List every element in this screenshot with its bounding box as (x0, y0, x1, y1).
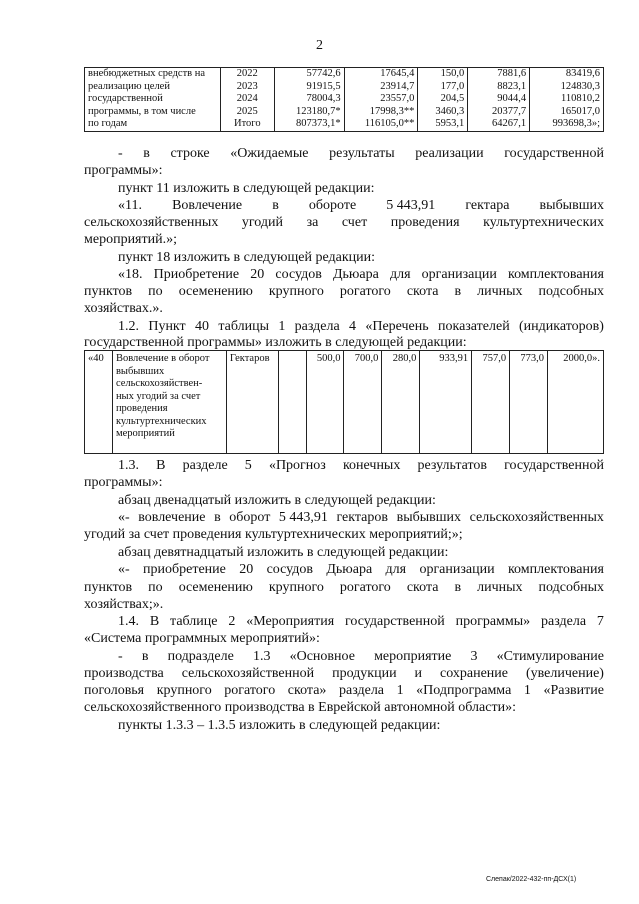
indicator-value: 280,0 (382, 351, 420, 454)
paragraph-item-11-line2: сельскохозяйственных угодий за счет проведения культуртехнических (84, 215, 604, 230)
paragraph-subsection-1-3: - в подразделе 1.3 «Основное мероприятие 3 «Стимулирование (118, 649, 604, 664)
paragraph-section-1-2-line2: государственной программы» изложить в следующей редакции: (84, 335, 467, 350)
paragraph-abzac-19-intro: абзац девятнадцатый изложить в следующей редакции: (118, 545, 449, 560)
paragraph-item-18-line3: хозяйствах.». (84, 301, 163, 316)
paragraph-items-1-3-3-1-3-5: пункты 1.3.3 – 1.3.5 изложить в следующей редакции: (118, 718, 441, 733)
paragraph-section-1-4-line2: «Система программных мероприятий»: (84, 631, 320, 646)
amount-column-2: 17645,4 23914,7 23557,0 17998,3** 116105,0** (344, 68, 418, 132)
paragraph-subsection-1-3-line2: производства сельскохозяйственной продукции и сохранение (увеличение) (84, 666, 604, 681)
indicator-description: Вовлечение в оборот выбывших сельскохозяйствен- ных угодий за счет проведения культуртехнических мероприятий (112, 351, 226, 454)
paragraph-abzac-12: «- вовлечение в оборот 5 443,91 гектаров выбывших сельскохозяйственных (118, 510, 604, 525)
paragraph-abzac-12-line2: угодий за счет проведения культуртехнических мероприятий;»; (84, 527, 463, 542)
paragraph-section-1-2: 1.2. Пункт 40 таблицы 1 раздела 4 «Перечень показателей (индикаторов) (118, 319, 604, 334)
paragraph-item-11-line3: мероприятий.»; (84, 232, 177, 247)
funding-table (84, 67, 604, 132)
paragraph-subsection-1-3-line4: сельскохозяйственного производства в Еврейской автономной области»: (84, 700, 516, 715)
paragraph-section-1-3-line2: программы»: (84, 475, 163, 490)
paragraph-item-11-intro: пункт 11 изложить в следующей редакции: (118, 181, 375, 196)
indicator-value: 773,0 (510, 351, 548, 454)
page-number: 2 (316, 38, 323, 53)
indicator-value: 500,0 (306, 351, 344, 454)
indicator-value: 757,0 (472, 351, 510, 454)
indicator-empty-cell (278, 351, 306, 454)
paragraph-section-1-4: 1.4. В таблице 2 «Мероприятия государственной программы» раздела 7 (118, 614, 604, 629)
paragraph-abzac-12-intro: абзац двенадцатый изложить в следующей редакции: (118, 493, 436, 508)
paragraph-subsection-1-3-line3: поголовья крупного рогатого скота» раздела 1 «Подпрограмма 1 «Развитие (84, 683, 604, 698)
paragraph-abzac-19-line3: хозяйствах;». (84, 597, 164, 612)
funding-label-cell: внебюджетных средств на реализацию целей государственной программы, в том числе по годам (85, 68, 221, 132)
indicator-table (84, 350, 604, 454)
paragraph-expected-results-cont: программы»: (84, 163, 163, 178)
paragraph-abzac-19-line2: пунктов по осеменению крупного рогатого скота в личных подсобных (84, 580, 604, 595)
year-column: 2022 2023 2024 2025 Итого (220, 68, 274, 132)
amount-column-total: 83419,6 124830,3 110810,2 165017,0 993698,3»; (530, 68, 604, 132)
indicator-value: 933,91 (420, 351, 472, 454)
amount-column-1: 57742,6 91915,5 78004,3 123180,7* 807373,1* (274, 68, 344, 132)
amount-column-3: 150,0 177,0 204,5 3460,3 5953,1 (418, 68, 468, 132)
indicator-unit: Гектаров (226, 351, 278, 454)
indicator-value: 2000,0». (548, 351, 604, 454)
indicator-number: «40 (85, 351, 113, 454)
amount-column-4: 7881,6 8823,1 9044,4 20377,7 64267,1 (468, 68, 530, 132)
document-footer-code: Слепак/2022-432-пп-ДСХ(1) (486, 876, 577, 883)
indicator-value: 700,0 (344, 351, 382, 454)
paragraph-item-18-line2: пунктов по осеменению крупного рогатого скота в личных подсобных (84, 284, 604, 299)
paragraph-section-1-3: 1.3. В разделе 5 «Прогноз конечных результатов государственной (118, 458, 604, 473)
paragraph-item-18: «18. Приобретение 20 сосудов Дьюара для организации комплектования (118, 267, 604, 282)
paragraph-expected-results: - в строке «Ожидаемые результаты реализации государственной (118, 146, 604, 161)
paragraph-item-18-intro: пункт 18 изложить в следующей редакции: (118, 250, 375, 265)
paragraph-abzac-19: «- приобретение 20 сосудов Дьюара для организации комплектования (118, 562, 604, 577)
paragraph-item-11: «11. Вовлечение в обороте 5 443,91 гектара выбывших (118, 198, 604, 213)
